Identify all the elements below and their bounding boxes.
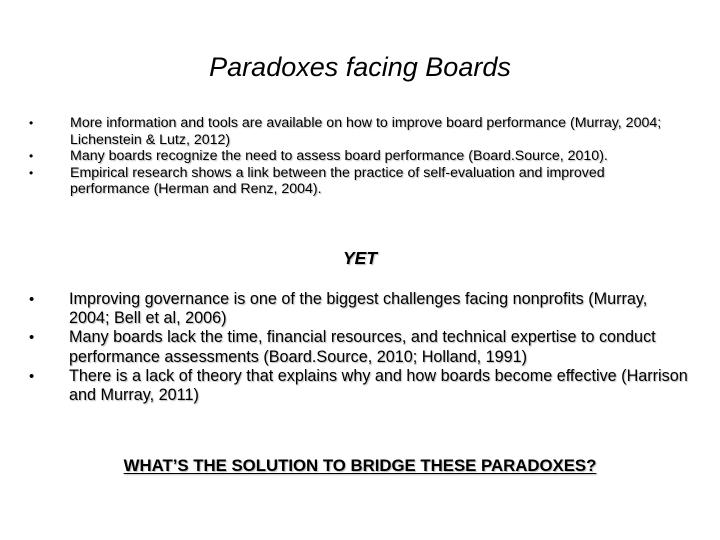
bullet-icon: • xyxy=(29,367,35,385)
list-item-text: More information and tools are available on how to improve board performance (Murray, 2004; Lichenstein & Lutz, 2012) xyxy=(70,115,662,148)
bullet-icon: • xyxy=(29,165,34,180)
bullet-icon: • xyxy=(29,116,34,130)
bullet-icon: • xyxy=(29,329,35,347)
challenge-list xyxy=(29,290,689,405)
list-item xyxy=(29,328,689,366)
list-item-text: Improving governance is one of the biggest challenges facing nonprofits (Murray, 2004; Bell et al, 2006) xyxy=(69,290,648,328)
slide-title: Paradoxes facing Boards xyxy=(209,52,511,82)
list-item xyxy=(29,164,670,198)
paradox-list xyxy=(29,115,670,198)
list-item xyxy=(29,366,689,405)
yet-divider: YET xyxy=(342,248,378,268)
bullet-icon: • xyxy=(29,291,35,308)
list-item xyxy=(29,115,670,148)
list-item xyxy=(29,148,670,165)
list-item-text: Empirical research shows a link between the practice of self-evaluation and improved performance (Herman and Renz, 2004). xyxy=(70,164,605,197)
list-item-text: There is a lack of theory that explains why and how boards become effective (Harrison and Murray, 2011) xyxy=(69,366,688,405)
list-item xyxy=(29,290,689,328)
list-item-text: Many boards recognize the need to assess board performance (Board.Source, 2010). xyxy=(70,148,608,164)
list-item-text: Many boards lack the time, financial resources, and technical expertise to conduct performance assessments (Board.Source, 2010; Holland, 1991) xyxy=(69,328,656,366)
closing-question: WHAT’S THE SOLUTION TO BRIDGE THESE PARADOXES? xyxy=(123,456,597,475)
bullet-icon: • xyxy=(29,149,34,163)
